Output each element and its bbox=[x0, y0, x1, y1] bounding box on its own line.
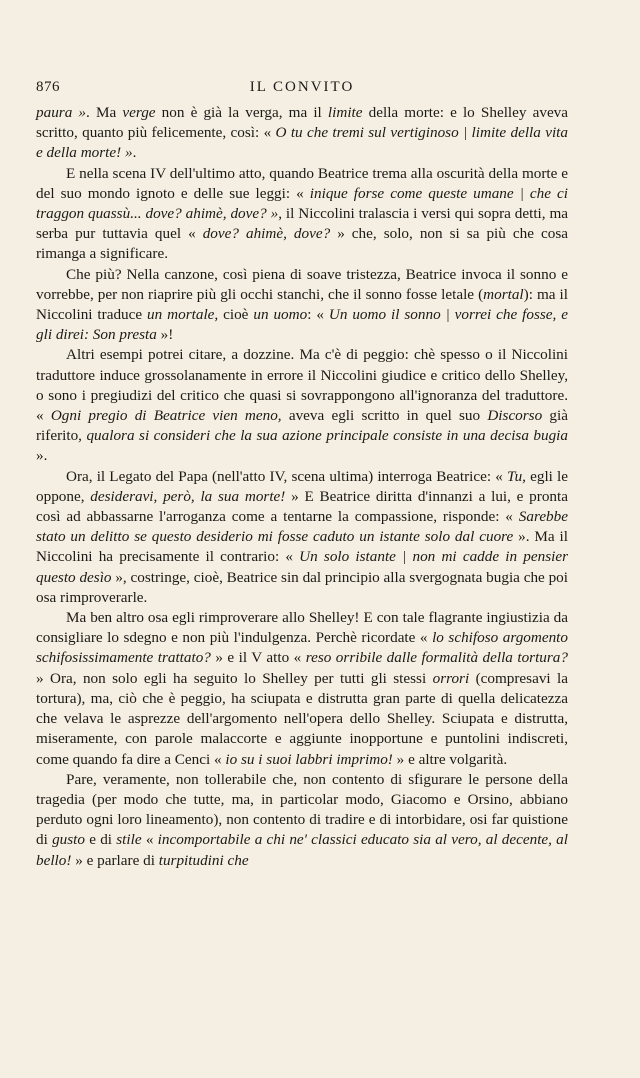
italic-run: io su i suoi labbri imprimo! bbox=[225, 750, 393, 768]
italic-run: stile bbox=[116, 831, 142, 849]
italic-run: Tu, bbox=[506, 467, 526, 485]
body-text bbox=[36, 103, 568, 871]
text-run: » e parlare di bbox=[71, 851, 159, 869]
running-header bbox=[36, 79, 568, 99]
italic-run: qualora si consideri che la sua azione principale consiste in una decisa bugia bbox=[86, 427, 568, 445]
running-title: IL CONVITO bbox=[249, 79, 355, 95]
text-run: » che, solo, non si sa più che cosa rimanga a significare. bbox=[36, 225, 568, 263]
text-run: , il Niccolini tralascia i versi qui sopra detti, ma serba pur tuttavia quel « bbox=[36, 205, 569, 243]
italic-run: turpitudini che bbox=[158, 851, 249, 869]
italic-run: orrori bbox=[432, 669, 470, 687]
text-run: già riferito, bbox=[36, 407, 568, 445]
italic-run: inique forse come queste umane | che ci traggon quassù... dove? ahimè, dove? » bbox=[36, 184, 568, 223]
text-run: Ma ben altro osa egli rimproverare allo Shelley! E con tale flagrante ingiustizia da consigliare lo sdegno e non più l'indulgenza. Perchè ricordate « bbox=[36, 609, 568, 647]
text-run: Ora, il Legato del Papa (nell'atto IV, scena ultima) interroga Beatrice: « bbox=[66, 467, 507, 485]
text-run: cioè bbox=[218, 306, 254, 324]
text-run: » E Beatrice diritta d'innanzi a lui, e pronta così ad abbassarne l'arroganza come a tentarne la compassione, risponde: « bbox=[36, 487, 568, 526]
text-run: ): ma il Niccolini traduce bbox=[36, 285, 568, 324]
text-run: egli le oppone, bbox=[36, 467, 569, 505]
text-run: E nella scena IV dell'ultimo atto, quando Beatrice trema alla oscurità della morte e del suo mondo ignoto e delle sue leggi: « bbox=[36, 164, 568, 202]
text-run: non è già la verga, ma il bbox=[155, 104, 328, 121]
italic-run: Un uomo il sonno | vorrei che fosse, e gli direi: Son presta bbox=[36, 306, 568, 344]
italic-run: lo schifoso argomento schifosissimamente trattato? bbox=[36, 629, 568, 667]
text-run: Che più? Nella canzone, così piena di soave tristezza, Beatrice invoca il sonno e vorrebbe, per non riaprire più gli occhi stanchi, che il sonno fosse letale ( bbox=[36, 265, 568, 303]
text-run: »! bbox=[156, 326, 174, 344]
text-run: e di bbox=[84, 831, 117, 849]
paragraph bbox=[36, 265, 568, 346]
paragraph bbox=[36, 770, 568, 871]
paragraph bbox=[36, 103, 568, 164]
italic-run: Un solo istante | non mi cadde in pensier questo desìo bbox=[36, 548, 568, 586]
paragraph bbox=[36, 164, 568, 265]
italic-run: un uomo bbox=[253, 306, 308, 324]
italic-run: gusto bbox=[52, 831, 85, 849]
text-run: » e il V atto « bbox=[210, 649, 306, 667]
italic-run: Discorso bbox=[487, 407, 543, 425]
text-run: . Ma bbox=[86, 104, 123, 121]
text-run: » Ora, non solo egli ha seguito lo Shelley per tutti gli stessi bbox=[36, 669, 433, 687]
italic-run: verge bbox=[122, 104, 156, 121]
text-run: ». bbox=[36, 447, 48, 465]
italic-run: paura » bbox=[36, 104, 87, 121]
text-run: », costringe, cioè, Beatrice sin dal principio alla svergognata bugia che poi osa rimproverarle. bbox=[36, 568, 568, 606]
italic-run: desideravi, però, la sua morte! bbox=[90, 487, 286, 505]
text-run: ». Ma il Niccolini ha precisamente il contrario: « bbox=[36, 528, 568, 566]
text-run: . bbox=[132, 144, 137, 162]
text-run: della morte: e lo Shelley aveva scritto, quanto più felicemente, così: « bbox=[36, 104, 569, 142]
italic-run: Sarebbe stato un delitto se questo desiderio mi fosse caduto un istante solo dal cuore bbox=[36, 508, 568, 546]
text-run: « bbox=[141, 831, 158, 849]
page-number: 876 bbox=[36, 79, 60, 95]
italic-run: limite bbox=[327, 104, 363, 121]
italic-run: Ogni pregio di Beatrice vien meno, bbox=[50, 407, 282, 425]
text-run: Pare, veramente, non tollerabile che, non contento di sfigurare le persone della tragedia (per modo che tutte, ma, in particolar modo, Giacomo e Orsino, abbiano perduto ogni loro lineamento), non contento di tradire e di intorbidare, osi far quistione di bbox=[36, 770, 568, 849]
italic-run: dove? ahimè, dove? bbox=[202, 225, 331, 243]
italic-run: un mortale, bbox=[147, 306, 219, 324]
paragraph bbox=[36, 467, 568, 608]
text-run: » e altre volgarità. bbox=[392, 750, 508, 768]
paragraph bbox=[36, 608, 568, 770]
italic-run: incomportabile a chi ne' classici educato sia al vero, al decente, al bello! bbox=[36, 831, 568, 869]
text-run: : « bbox=[307, 306, 329, 324]
text-run: Altri esempi potrei citare, a dozzine. Ma c'è di peggio: chè spesso o il Niccolini traduttore induce grossolanamente in errore il Niccolini giudice e critico dello Shelley, o sono i pregiudizi del critico che quasi si sovrappongono all'ignoranza del traduttore. « bbox=[36, 346, 568, 425]
text-run: aveva egli scritto in quel suo bbox=[281, 407, 488, 425]
italic-run: O tu che tremi sul vertiginoso | limite della vita e della morte! » bbox=[36, 124, 568, 162]
italic-run: reso orribile dalle formalità della tortura? bbox=[305, 649, 568, 667]
text-run: (compresavi la tortura), ma, ciò che è peggio, ha sciupata e distrutta gran parte di quella delicatezza che velava le asprezze dell'argomento nell'opera dello Shelley. Sciupata e distrutta, miseramente, con parole malaccorte e aggiunte inopportune e puntolini indiscreti, come quando fa dire a Cenci « bbox=[36, 669, 568, 768]
paragraph bbox=[36, 345, 568, 466]
italic-run: mortal bbox=[483, 285, 524, 303]
